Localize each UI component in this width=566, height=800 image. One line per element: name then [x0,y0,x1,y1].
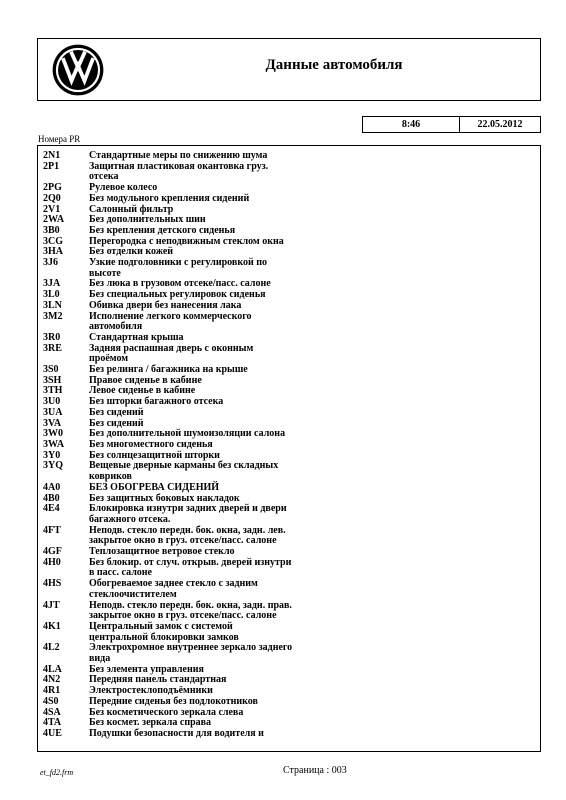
pr-description: Перегородка с неподвижным стеклом окна [89,235,284,247]
pr-description: Центральный замок с системой центральной блокировки замков [89,620,239,643]
pr-description: Без люка в грузовом отсеке/пасс. салоне [89,278,271,290]
pr-code: 3B0 [43,224,60,236]
pr-description: Без дополнительных шин [89,214,206,226]
pr-code: 3VA [43,417,62,429]
pr-description: Электростеклоподъёмники [89,685,213,697]
pr-description: Салонный фильтр [89,203,174,215]
pr-code: 3HA [43,246,63,258]
pr-description: Неподв. стекло передн. бок. окна, задн. прав. закрытое окно в груз. отсеке/пасс. салоне [89,599,292,622]
pr-description: Правое сиденье в кабине [89,374,202,386]
pr-description: Стандартная крыша [89,331,184,343]
pr-description: Без солнцезащитной шторки [89,449,220,461]
pr-code: 3RE [43,342,62,354]
pr-code: 3WA [43,438,65,450]
list-item [38,579,540,600]
list-item [38,622,540,643]
pr-description: Без релинга / багажника на крыше [89,364,248,376]
header-box [37,38,541,101]
list-item [38,344,540,365]
pr-description: Узкие подголовники с регулировкой по высоте [89,257,267,279]
pr-code: 3Y0 [43,449,61,461]
list-item [38,526,540,547]
pr-description: БЕЗ ОБОГРЕВА СИДЕНИЙ [89,481,220,493]
pr-code: 4H0 [43,556,61,568]
pr-description: Без сидений [89,406,144,418]
pr-description: Без защитных боковых накладок [89,492,240,504]
list-item [38,461,540,482]
pr-description: Передние сиденья без подлокотников [89,695,258,707]
pr-code: 4L2 [43,642,60,654]
pr-code: 3JA [43,278,61,290]
pr-code: 3J6 [43,257,58,269]
list-item [38,697,540,708]
pr-description: Без сидений [89,417,144,429]
pr-code: 4HS [43,578,62,590]
pr-code: 4E4 [43,503,60,515]
pr-description: Без косметического зеркала слева [89,706,244,718]
list-item [38,312,540,333]
pr-code: 4JT [43,599,60,611]
pr-description: Без космет. зеркала справа [89,717,212,729]
pr-code: 4LA [43,663,62,675]
pr-code: 4K1 [43,620,61,632]
pr-description: Передняя панель стандартная [89,674,227,686]
list-item [38,408,540,419]
pr-code: 3YQ [43,460,63,472]
pr-code: 3LN [43,299,62,311]
pr-description: Обогреваемое заднее стекло с задним стеклоочистителем [89,578,258,600]
form-name: et_fd2.frm [40,768,74,777]
pr-description: Без элемента управления [89,663,204,675]
pr-description: Без отделки кожей [89,246,174,258]
pr-description: Неподв. стекло передн. бок. окна, задн. лев. закрытое окно в груз. отсеке/пасс. салоне [89,524,286,547]
pr-code: 2PG [43,182,62,194]
list-item [38,194,540,205]
list-item [38,504,540,525]
pr-code: 2V1 [43,203,61,215]
pr-description: Без блокир. от случ. открыв. дверей изнутри в пасс. салоне [89,556,292,579]
page-number: Страница : 003 [283,765,347,776]
pr-description: Электрохромное внутреннее зеркало заднего вида [89,642,293,665]
list-item [38,483,540,494]
pr-description: Вещевые дверные карманы без складных ковриков [89,460,279,483]
list-item [38,729,540,740]
document-title: Данные автомобиля [265,57,403,73]
list-item [38,162,540,183]
list-item [38,643,540,664]
pr-description: Без шторки багажного отсека [89,396,224,408]
time-date-box [362,116,541,133]
pr-code: 4GF [43,546,62,558]
pr-code: 4S0 [43,695,59,707]
pr-code: 3R0 [43,331,61,343]
list-item [38,301,540,312]
pr-description: Задняя распашная дверь с оконным проёмом [89,342,254,365]
pr-description: Без многоместного сиденья [89,438,213,450]
pr-code: 2WA [43,214,65,226]
pr-code: 3W0 [43,428,63,440]
print-date: 22.05.2012 [477,119,523,130]
pr-code: 2P1 [43,160,60,172]
pr-codes-list [37,145,541,752]
pr-code: 3TH [43,385,63,397]
pr-description: Блокировка изнутри задних дверей и двери багажного отсека. [89,503,287,525]
pr-description: Стандартные меры по снижению шума [89,150,268,161]
list-item [38,601,540,622]
pr-description: Обивка двери без нанесения лака [89,299,242,311]
pr-description: Без специальных регулировок сиденья [89,289,266,301]
pr-code: 2N1 [43,150,61,161]
pr-code: 3M2 [43,310,63,322]
list-item [38,558,540,579]
pr-code: 3SH [43,374,62,386]
pr-code: 4TA [43,717,62,729]
pr-description: Защитная пластиковая окантовка груз. отсека [89,160,269,183]
pr-description: Теплозащитное ветровое стекло [89,546,235,558]
print-time: 8:46 [363,117,460,132]
pr-description: Подушки безопасности для водителя и [89,727,264,739]
pr-description: Левое сиденье в кабине [89,385,196,397]
pr-code: 4UE [43,727,62,739]
pr-description: Без дополнительной шумоизоляции салона [89,428,286,440]
pr-code: 4A0 [43,481,61,493]
pr-code: 4SA [43,706,61,718]
pr-code: 3L0 [43,289,60,301]
pr-code: 3UA [43,406,63,418]
pr-code: 4B0 [43,492,60,504]
pr-code: 4N2 [43,674,61,686]
pr-code: 4R1 [43,685,61,697]
pr-description: Без модульного крепления сидений [89,192,250,204]
pr-code: 3S0 [43,364,59,376]
list-item [38,258,540,279]
pr-code: 2Q0 [43,192,61,204]
section-label: Номера PR [38,134,81,144]
pr-description: Без крепления детского сиденья [89,224,236,236]
pr-description: Рулевое колесо [89,182,158,194]
pr-description: Исполнение легкого коммерческого автомобиля [89,310,252,333]
pr-code: 3U0 [43,396,61,408]
pr-code: 3CG [43,235,63,247]
pr-code: 4FT [43,524,61,536]
